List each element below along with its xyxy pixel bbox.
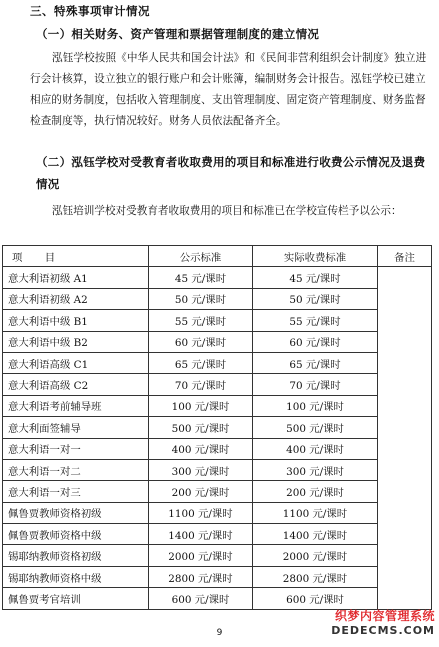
subsection-2-title-line2: 情况 bbox=[36, 177, 60, 191]
cell-item: 意大利语一对三 bbox=[3, 481, 149, 502]
table-row bbox=[3, 395, 432, 416]
table-row bbox=[3, 481, 432, 502]
cell-note bbox=[378, 374, 432, 395]
table-row bbox=[3, 331, 432, 352]
table-header-row bbox=[3, 246, 432, 267]
cell-note bbox=[378, 331, 432, 352]
table-row bbox=[3, 288, 432, 309]
cell-actual: 50 元/课时 bbox=[253, 288, 378, 309]
table-row bbox=[3, 459, 432, 480]
cell-item: 锡耶纳教师资格初级 bbox=[3, 545, 149, 566]
cell-item: 意大利语初级 A1 bbox=[3, 267, 149, 288]
header-posted: 公示标准 bbox=[149, 246, 253, 267]
cell-posted: 300 元/课时 bbox=[149, 459, 253, 480]
cell-item: 佩鲁贾教师资格中级 bbox=[3, 524, 149, 545]
cell-posted: 50 元/课时 bbox=[149, 288, 253, 309]
cell-note bbox=[378, 459, 432, 480]
cell-posted: 400 元/课时 bbox=[149, 438, 253, 459]
table-row bbox=[3, 374, 432, 395]
cell-posted: 1400 元/课时 bbox=[149, 524, 253, 545]
cell-posted: 2800 元/课时 bbox=[149, 566, 253, 587]
cell-item: 意大利面签辅导 bbox=[3, 417, 149, 438]
cell-posted: 65 元/课时 bbox=[149, 352, 253, 373]
cell-note bbox=[378, 566, 432, 587]
cell-item: 意大利语中级 B1 bbox=[3, 310, 149, 331]
cell-actual: 1400 元/课时 bbox=[253, 524, 378, 545]
watermark-logo bbox=[317, 607, 435, 643]
cell-item: 佩鲁贾教师资格初级 bbox=[3, 502, 149, 523]
table-row bbox=[3, 588, 432, 609]
cell-item: 意大利语高级 C2 bbox=[3, 374, 149, 395]
cell-posted: 60 元/课时 bbox=[149, 331, 253, 352]
subsection-1-body: 泓钰学校按照《中华人民共和国会计法》和《民间非营利组织会计制度》独立进行会计核算，设立独立的银行账户和会计账簿，编制财务会计报告。泓钰学校已建立相应的财务制度，包括收入管理制度、支出管理制度、固定资产管理制度、财务监督检查制度等，执行情况较好。财务人员依法配备齐全。 bbox=[30, 52, 427, 127]
cell-note bbox=[378, 438, 432, 459]
cell-actual: 60 元/课时 bbox=[253, 331, 378, 352]
cell-note bbox=[378, 524, 432, 545]
cell-posted: 55 元/课时 bbox=[149, 310, 253, 331]
subsection-2-body: 泓钰培训学校对受教育者收取费用的项目和标准已在学校宣传栏予以公示： bbox=[52, 205, 402, 217]
table-row bbox=[3, 566, 432, 587]
table-row bbox=[3, 502, 432, 523]
table-row bbox=[3, 545, 432, 566]
cell-actual: 1100 元/课时 bbox=[253, 502, 378, 523]
cell-actual: 2000 元/课时 bbox=[253, 545, 378, 566]
cell-note bbox=[378, 395, 432, 416]
cell-actual: 55 元/课时 bbox=[253, 310, 378, 331]
header-actual: 实际收费标准 bbox=[253, 246, 378, 267]
cell-note bbox=[378, 481, 432, 502]
cell-posted: 500 元/课时 bbox=[149, 417, 253, 438]
cell-note bbox=[378, 502, 432, 523]
cell-actual: 70 元/课时 bbox=[253, 374, 378, 395]
table-row bbox=[3, 417, 432, 438]
fee-table bbox=[2, 245, 432, 610]
cell-note bbox=[378, 352, 432, 373]
cell-note bbox=[378, 588, 432, 609]
cell-actual: 2800 元/课时 bbox=[253, 566, 378, 587]
cell-actual: 500 元/课时 bbox=[253, 417, 378, 438]
table-row bbox=[3, 438, 432, 459]
cell-posted: 45 元/课时 bbox=[149, 267, 253, 288]
cell-item: 意大利语一对二 bbox=[3, 459, 149, 480]
cell-actual: 65 元/课时 bbox=[253, 352, 378, 373]
cell-note bbox=[378, 545, 432, 566]
cell-note bbox=[378, 267, 432, 288]
cell-item: 意大利语考前辅导班 bbox=[3, 395, 149, 416]
cell-item: 意大利语中级 B2 bbox=[3, 331, 149, 352]
table-row bbox=[3, 352, 432, 373]
cell-actual: 300 元/课时 bbox=[253, 459, 378, 480]
section-title: 三、特殊事项审计情况 bbox=[30, 4, 150, 18]
cell-posted: 600 元/课时 bbox=[149, 588, 253, 609]
cell-item: 意大利语一对一 bbox=[3, 438, 149, 459]
table-row bbox=[3, 524, 432, 545]
cell-posted: 70 元/课时 bbox=[149, 374, 253, 395]
cell-note bbox=[378, 288, 432, 309]
cell-item: 意大利语初级 A2 bbox=[3, 288, 149, 309]
header-item: 项 目 bbox=[3, 246, 149, 267]
cell-actual: 100 元/课时 bbox=[253, 395, 378, 416]
cell-item: 锡耶纳教师资格中级 bbox=[3, 566, 149, 587]
cell-actual: 400 元/课时 bbox=[253, 438, 378, 459]
cell-note bbox=[378, 417, 432, 438]
cell-posted: 100 元/课时 bbox=[149, 395, 253, 416]
table-row bbox=[3, 310, 432, 331]
subsection-2-title-line1: （二）泓钰学校对受教育者收取费用的项目和标准进行收费公示情况及退费 bbox=[36, 155, 426, 169]
table-row bbox=[3, 267, 432, 288]
cell-posted: 2000 元/课时 bbox=[149, 545, 253, 566]
cell-actual: 200 元/课时 bbox=[253, 481, 378, 502]
cell-actual: 45 元/课时 bbox=[253, 267, 378, 288]
header-note: 备注 bbox=[378, 246, 432, 267]
cell-actual: 600 元/课时 bbox=[253, 588, 378, 609]
page-number: 9 bbox=[216, 628, 223, 638]
cell-posted: 1100 元/课时 bbox=[149, 502, 253, 523]
cell-note bbox=[378, 310, 432, 331]
subsection-1-title: （一）相关财务、资产管理和票据管理制度的建立情况 bbox=[36, 27, 320, 41]
cell-posted: 200 元/课时 bbox=[149, 481, 253, 502]
cell-item: 意大利语高级 C1 bbox=[3, 352, 149, 373]
watermark-line1: 织梦内容管理系统 bbox=[334, 609, 435, 623]
cell-item: 佩鲁贾考官培训 bbox=[3, 588, 149, 609]
watermark-line2: DEDECMS.COM bbox=[331, 624, 435, 637]
